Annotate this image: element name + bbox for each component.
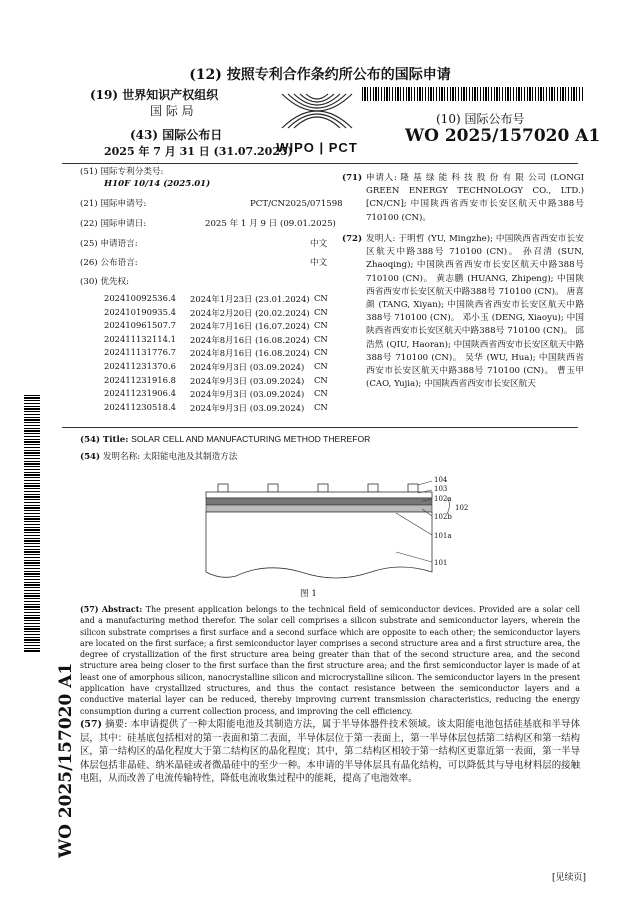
priority-country: CN [314, 374, 328, 385]
priority-number: 202411231916.8 [104, 374, 176, 385]
priority-date: 2024年9月3日 (03.09.2024) [190, 362, 305, 372]
layer-103 [206, 492, 432, 498]
priority-date: 2024年9月3日 (03.09.2024) [190, 375, 305, 386]
layer-102b [206, 505, 432, 512]
priority-country: CN [314, 293, 328, 303]
priority-country: CN [314, 347, 328, 358]
wipo-emblem-icon [272, 86, 362, 136]
priority-number: 202411231906.4 [104, 388, 176, 399]
grid-fingers [218, 484, 418, 492]
abstract-en-label: Abstract: [101, 605, 143, 614]
title-en-row [80, 433, 580, 447]
abstract-cn-num: (57) [80, 719, 102, 730]
wipo-logo [272, 86, 362, 156]
priority-date: 2024年7月16日 (16.07.2024) [190, 321, 310, 332]
header-divider [62, 163, 578, 164]
priority-date: 2024年8月16日 (16.08.2024) [190, 334, 310, 345]
label-102a: 102a [434, 495, 452, 503]
pubno-value: WO 2025/157020 A1 [405, 126, 601, 146]
priority-label: (30) 优先权: [80, 277, 130, 287]
substrate-101 [206, 512, 432, 578]
priority-country: CN [314, 306, 328, 317]
abstract-en-num: (57) [80, 605, 99, 614]
app-no-value: PCT/CN2025/071598 [250, 199, 343, 209]
applicant-text: 申请人: 隆 基 绿 能 科 技 股 份 有 限 公司 (LONGI GREEN ENERGY TECHNOLOGY CO., LTD.) [CN/CN]; 中国陕西省西安市长安区航天中路388号 710100 (CN)。 [366, 173, 584, 223]
title-cn-value: 太阳能电池及其制造方法 [142, 452, 238, 462]
filing-lang-label: (25) 申请语言: [80, 239, 138, 249]
app-no-label: (21) 国际申请号: [80, 199, 147, 209]
side-barcode [24, 395, 40, 653]
abstract-cn [80, 718, 580, 786]
priority-country: CN [314, 333, 328, 344]
title-cn-row [80, 451, 580, 464]
org-number: (19) [90, 88, 119, 102]
side-pubno: WO 2025/157020 A1 [56, 662, 76, 858]
priority-number: 202410961507.7 [104, 320, 176, 331]
priority-number: 202410190935.4 [104, 306, 176, 317]
figure-1 [196, 472, 476, 602]
pubdate-label: (43) 国际公布日 [130, 128, 223, 142]
wipo-text: WIPO | PCT [276, 140, 358, 155]
org-bureau: 国 际 局 [150, 104, 194, 118]
ipc-value: H10F 10/14 (2025.01) [104, 179, 211, 189]
title-en-num: (54) [80, 435, 101, 445]
org-name: 世界知识产权组织 [122, 88, 219, 102]
continued-note: [见续页] [552, 873, 587, 883]
abstract-en [80, 604, 580, 717]
abstract-cn-text: 本申请提供了一种太阳能电池及其制造方法，属于半导体器件技术领域。该太阳能电池包括硅基底和半导体层，其中：硅基底包括相对的第一表面和第二表面，半导体层位于第一表面上，第一半导体层包括第二结构区和第一结构区，第一结构区的晶化程度大于第二结构区的晶化程度；其中，第二结构区相较于第一结构区更靠近第一表面，第一半导体层包括非晶硅、纳米晶硅或者微晶硅中的至少一种。本申请的半导体层具有晶化结构，可以降低其与导电材料层的接触电阻，从而改善了电流传输特性，降低电流收集过程中的能耗，提高了电池效率。 [80, 719, 580, 785]
priority-number: 202411132114.1 [104, 333, 176, 344]
inventor-text: 发明人: 于明哲 (YU, Mingzhe); 中国陕西省西安市长安区航天中路388号 710100 (CN)。 孙召清 (SUN, Zhaoqing); 中国陕西省西安市长安区航天中路388号 710100 (CN)。 黄志鹏 (HUANG, Zhipeng); 中国陕西省西安市长安区航天中路388号 710100 (CN)。 唐喜颜 (TANG, Xiyan); 中国陕西省西安市长安区航天中路388号 710100 (CN)。 邓小玉 (DENG, Xiaoyu); 中国陕西省西安市长安区航天中路388号 710100 (CN)。 邱浩然 (QIU, Haoran); 中国陕西省西安市长安区航天中路388号 710100 (CN)。 吴华 (WU, Hua); 中国陕西省西安市长安区航天中路388号 710100 (CN)。 曹玉甲 (CAO, Yujia); 中国陕西省西安市长安区航天 [366, 234, 584, 390]
org-name-header [90, 86, 260, 103]
abstract-en-text: The present application belongs to the technical field of semiconductor devices. Provided are a solar cell and a manufacturing method therefor. The solar cell comprises a silicon substrate and semiconductor layers, wherein the silicon substrate comprises a first surface and a second surface which are opposite to each other; the semiconductor layers are located on the first surface; a first semiconductor layer comprises a second structure area and a first structure area, the degree of crystallization of the first structure area being greater than that of the second structure area, and the second structure area being closer to the first surface than the first structure area; and the first semiconductor layer is made of at least one of amorphous silicon, nanocrystalline silicon and microcrystalline silicon. The semiconductor layers in the present application have crystallized structures, and thus the contact resistance between the semiconductor layers and a conductive material layer can be reduced, thereby improving current transmission characteristics, reducing the energy consumption during a current collection process, and improving the cell efficiency. [80, 605, 581, 716]
filing-date-label: (22) 国际申请日: [80, 219, 147, 229]
label-102: 102 [455, 504, 469, 512]
priority-number: 202411230518.4 [104, 401, 176, 412]
priority-date: 2024年9月3日 (03.09.2024) [190, 402, 305, 413]
filing-date-value: 2025 年 1 月 9 日 (09.01.2025) [205, 219, 336, 229]
document-title: (12) 按照专利合作条约所公布的国际申请 [189, 67, 451, 83]
label-104: 104 [434, 476, 448, 484]
priority-date: 2024年8月16日 (16.08.2024) [190, 348, 310, 359]
title-en-value: SOLAR CELL AND MANUFACTURING METHOD THEREFOR [131, 434, 371, 444]
pub-lang-value: 中文 [310, 258, 328, 268]
priority-date: 2024年1月23日 (23.01.2024) [190, 294, 310, 304]
priority-number: 202411231370.6 [104, 361, 176, 371]
inventor-num: (72) [342, 234, 363, 244]
priority-country: CN [314, 388, 328, 399]
applicant-num: (71) [342, 173, 363, 183]
priority-country: CN [314, 401, 328, 412]
top-barcode [362, 87, 584, 101]
pub-lang-label: (26) 公布语言: [80, 258, 138, 268]
priority-number: 202410092536.4 [104, 293, 176, 303]
label-101: 101 [434, 559, 448, 567]
priority-date: 2024年9月3日 (03.09.2024) [190, 389, 305, 400]
title-en-label: Title: [102, 435, 129, 445]
priority-date: 2024年2月20日 (20.02.2024) [190, 307, 310, 318]
abstract-cn-label: 摘要: [105, 719, 128, 730]
filing-lang-value: 中文 [310, 239, 328, 249]
title-cn-label: 发明名称: [102, 452, 141, 462]
label-103: 103 [434, 485, 448, 493]
priority-country: CN [314, 320, 328, 331]
ipc-label: (51) 国际专利分类号: [80, 167, 164, 177]
label-101a: 101a [434, 532, 452, 540]
pubdate-value: 2025 年 7 月 31 日 (31.07.2025) [104, 145, 293, 158]
layer-102a [206, 498, 432, 505]
fields-divider [62, 427, 578, 428]
label-102b: 102b [434, 513, 452, 521]
figure-caption: 图 1 [300, 589, 317, 599]
priority-number: 202411131776.7 [104, 347, 176, 358]
pubno-label: (10) 国际公布号 [436, 112, 525, 126]
priority-country: CN [314, 361, 328, 371]
title-cn-num: (54) [80, 452, 101, 462]
